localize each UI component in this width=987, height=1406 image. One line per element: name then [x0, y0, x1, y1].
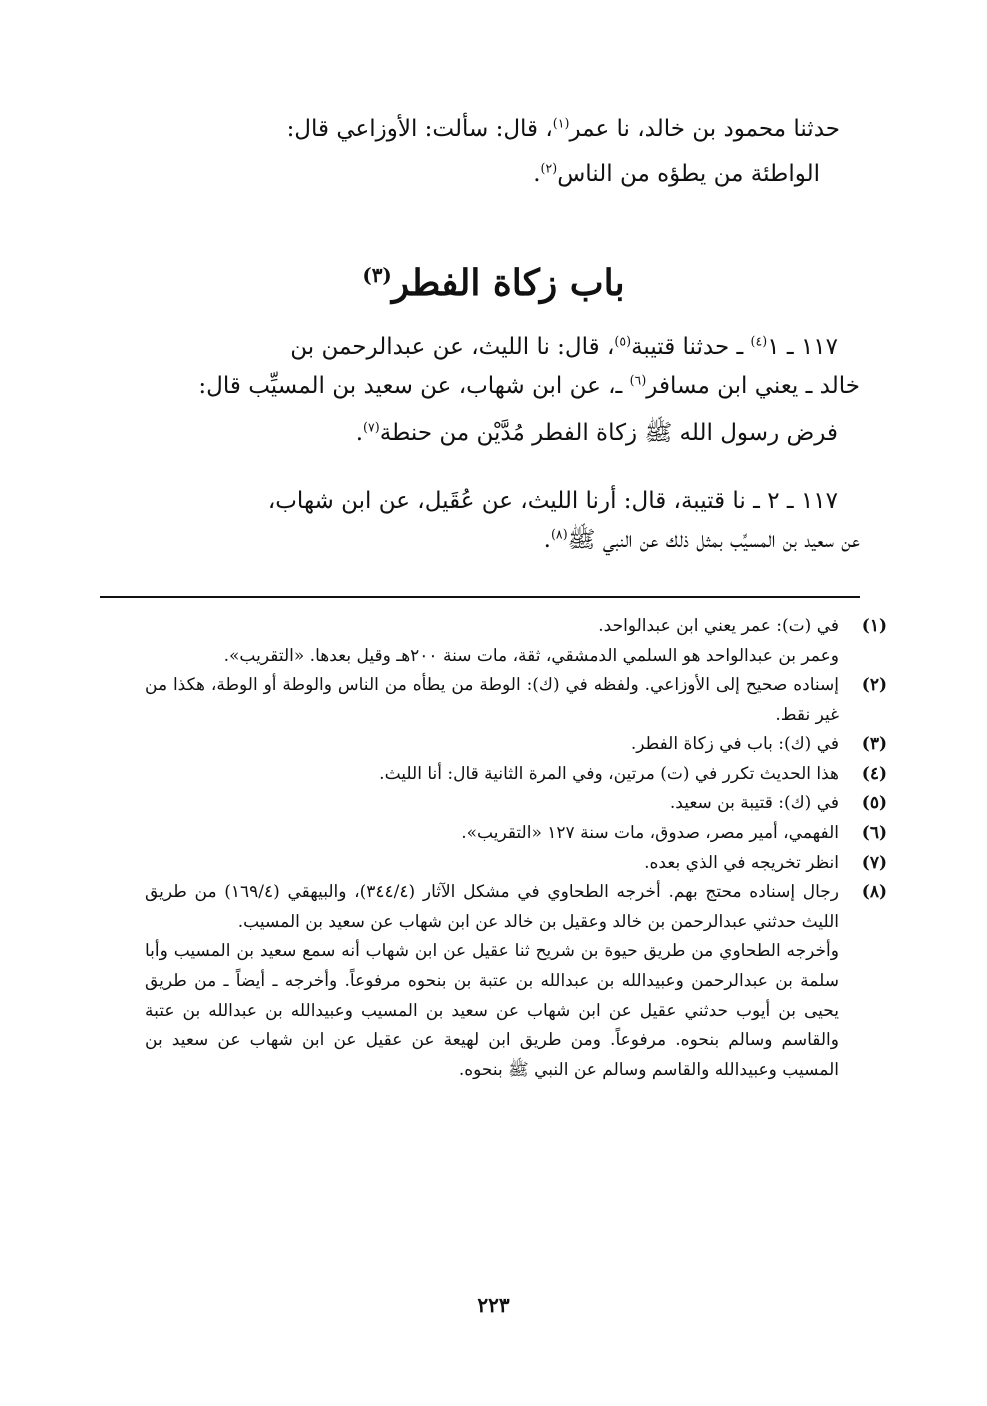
- footnote-item: [145, 789, 887, 819]
- footnote-item: [145, 730, 887, 760]
- hadith-1-end: .: [355, 420, 364, 447]
- footnote-body: [145, 612, 839, 671]
- footnote-body: [145, 849, 839, 879]
- footnote-ref-2[interactable]: (٢): [540, 160, 558, 176]
- intro-line-1: [130, 110, 860, 149]
- hadith-1-text-b: ـ حدثنا قتيبة: [631, 334, 751, 360]
- footnote-ref-7[interactable]: (٧): [363, 419, 380, 435]
- footnote-number: (٧): [861, 852, 887, 873]
- footnote-body: [145, 819, 839, 849]
- footnote-paragraph: وعمر بن عبدالواحد هو السلمي الدمشقي، ثقة، مات سنة ٢٠٠هـ وقيل بعدها. «التقريب».: [223, 645, 839, 666]
- footnote-body: [145, 760, 839, 790]
- intro-line-1-text: حدثنا محمود بن خالد، نا عمر: [569, 116, 840, 142]
- footnotes-section: [145, 612, 887, 1085]
- footnote-paragraph: هذا الحديث تكرر في (ت) مرتين، وفي المرة الثانية قال: أنا الليث.: [379, 763, 839, 784]
- intro-line-2-end: .: [533, 161, 541, 188]
- footnote-number: (٥): [861, 793, 887, 814]
- footnote-number: (٤): [861, 763, 887, 784]
- footnote-paragraph: وأخرجه الطحاوي من طريق حيوة بن شريح ثنا عقيل عن ابن شهاب أنه سمع سعيد بن المسيب وأبا سلمة بن عبدالرحمن وعبيدالله بن عبدالله بن عتبة بن بنحوه مرفوعاً. وأخرجه ـ أيضاً ـ من طريق يحيى بن أيوب حدثني عقيل عن ابن شهاب عن سعيد بن المسيب وعبيدالله بن عبدالله بن عتبة والقاسم وسالم بنحوه. مرفوعاً. ومن طريق ابن لهيعة عن عقيل عن ابن شهاب عن سعيد بن المسيب وعبيدالله والقاسم وسالم عن النبي ﷺ بنحوه.: [145, 941, 839, 1080]
- footnote-body: [145, 671, 839, 730]
- footnote-item: [145, 819, 887, 849]
- hadith-117-2: [130, 482, 860, 560]
- chapter-title: باب زكاة الفطر: [391, 262, 625, 304]
- footnote-separator: [100, 596, 860, 598]
- hadith-2-line-2: [130, 521, 860, 560]
- footnote-ref-4[interactable]: (٤): [750, 333, 768, 349]
- hadith-2-text: عن سعيد بن المسيِّب بمثل ذلك عن النبي ﷺ: [567, 527, 860, 554]
- footnote-paragraph: الفهمي، أمير مصر، صدوق، مات سنة ١٢٧ «التقريب».: [461, 823, 839, 844]
- footnote-item: [145, 849, 887, 879]
- hadith-1-text-c: ، قال: نا الليث، عن عبدالرحمن بن: [290, 334, 615, 360]
- hadith-1-line-1: [130, 328, 860, 367]
- hadith-1-text-2b: ـ، عن ابن شهاب، عن سعيد بن المسيِّب قال:: [198, 373, 630, 400]
- footnote-paragraph: في (ك): باب في زكاة الفطر.: [630, 734, 839, 755]
- footnote-number: (١): [861, 616, 887, 636]
- footnote-item: [145, 760, 887, 790]
- footnote-paragraph: انظر تخريجه في الذي بعده.: [644, 852, 839, 873]
- footnote-ref-6[interactable]: (٦): [629, 372, 647, 388]
- hadith-1-line-2: [130, 367, 860, 406]
- footnote-paragraph: إسناده صحيح إلى الأوزاعي. ولفظه في (ك): الوطة من يطأه من الناس والوطة أو الوطة، هكذا من غير نقط.: [145, 675, 839, 725]
- footnote-number: (٨): [861, 882, 887, 903]
- intro-section: [130, 110, 860, 194]
- footnote-paragraph: رجال إسناده محتج بهم. أخرجه الطحاوي في مشكل الآثار (٣٤٤/٤)، والبيهقي (١٦٩/٤) من طريق الليث حدثني عبدالرحمن بن خالد وعقيل بن خالد عن ابن شهاب عن سعيد بن المسيب.: [145, 882, 840, 932]
- footnote-body: [145, 878, 839, 1085]
- intro-line-2: [130, 155, 860, 194]
- footnote-paragraph: في (ك): قتيبة بن سعيد.: [669, 793, 839, 814]
- hadith-1-number: ١١٧ ـ ١: [767, 334, 838, 360]
- footnote-ref-3[interactable]: (٣): [362, 263, 392, 287]
- footnote-ref-8[interactable]: (٨): [550, 526, 568, 542]
- footnote-number: (٣): [861, 734, 887, 755]
- hadith-2-line-1: ١١٧ ـ ٢ ـ نا قتيبة، قال: أرنا الليث، عن عُقَيل، عن ابن شهاب،: [267, 488, 838, 514]
- footnote-number: (٢): [861, 675, 887, 696]
- footnote-item: [145, 878, 887, 1085]
- footnote-paragraph: في (ت): عمر يعني ابن عبدالواحد.: [598, 616, 839, 636]
- hadith-1-matn: فرض رسول الله ﷺ زكاة الفطر مُدَّيْن من حنطة: [379, 420, 838, 447]
- footnote-item: [145, 612, 887, 671]
- footnote-body: [145, 789, 839, 819]
- footnote-ref-5[interactable]: (٥): [614, 333, 632, 349]
- hadith-2-end: .: [543, 527, 551, 554]
- intro-line-2-text: الواطئة من يطؤه من الناس: [557, 161, 820, 188]
- intro-line-1-rest: ، قال: سألت: الأوزاعي قال:: [286, 116, 553, 142]
- page-number: ٢٢٣: [477, 1293, 510, 1317]
- footnote-body: [145, 730, 839, 760]
- footnote-number: (٦): [861, 823, 887, 844]
- footnote-ref-1[interactable]: (١): [552, 115, 570, 131]
- footnote-item: [145, 671, 887, 730]
- hadith-117-1: [130, 328, 860, 453]
- hadith-1-line-3: [130, 414, 860, 453]
- hadith-1-text-2a: خالد ـ يعني ابن مسافر: [646, 373, 860, 400]
- chapter-heading: [0, 262, 987, 305]
